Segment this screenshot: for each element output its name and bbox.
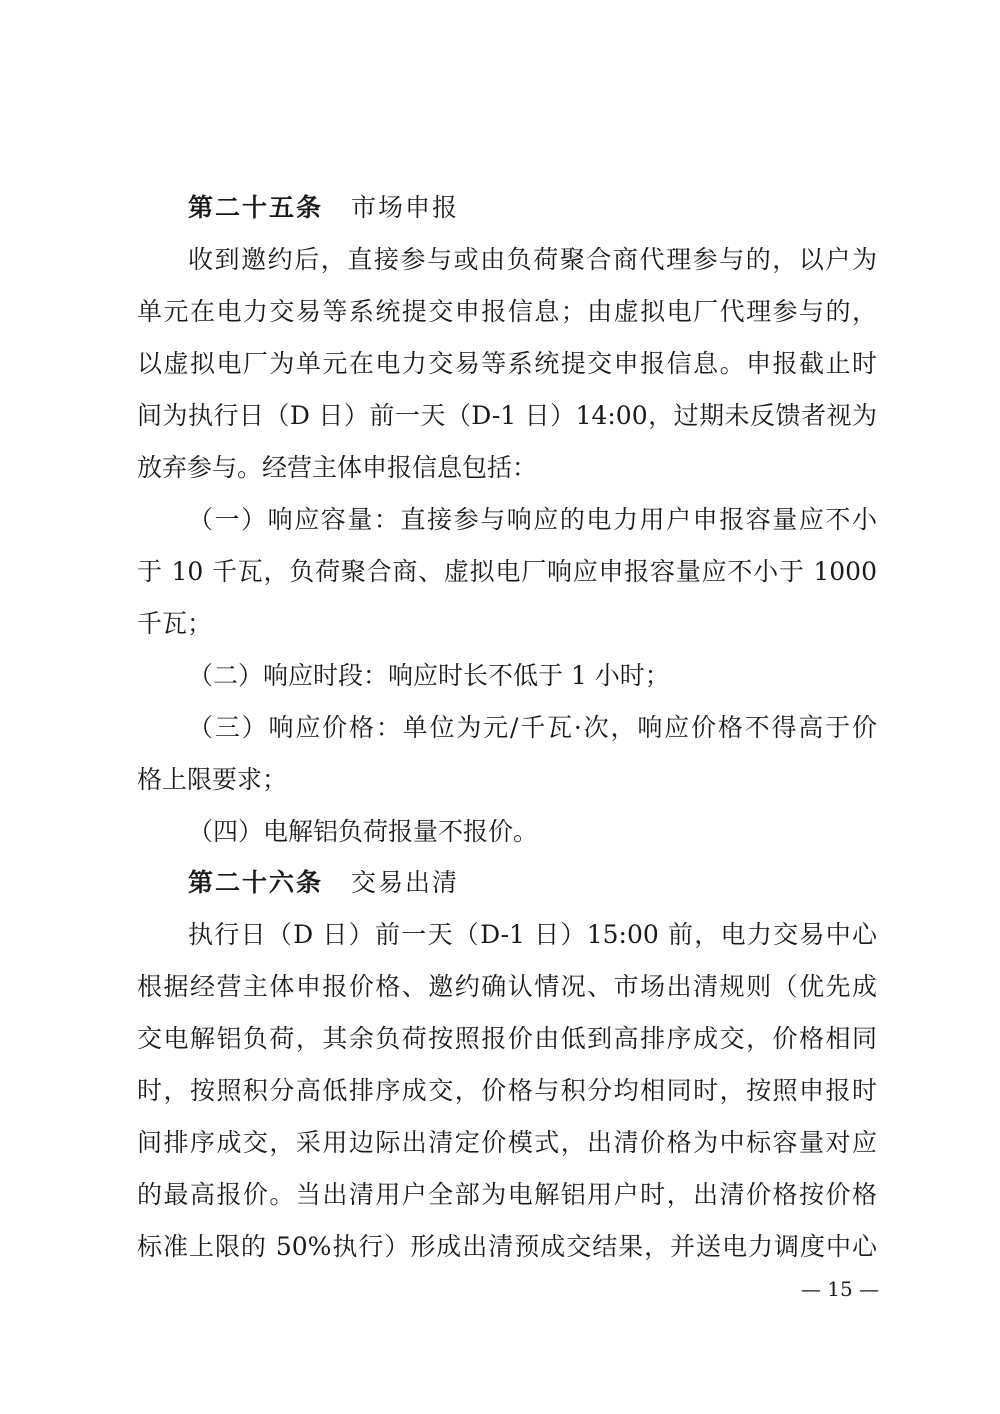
article-25-line-6: （一）响应容量：直接参与响应的电力用户申报容量应不小: [188, 505, 877, 534]
article-25-line-1: 收到邀约后，直接参与或由负荷聚合商代理参与的，以户为: [188, 245, 877, 274]
article-26-line-1: 执行日（D 日）前一天（D-1 日）15:00 前，电力交易中心: [188, 920, 877, 949]
article-25-line-8: 千瓦；: [137, 609, 213, 638]
article-26-title: 交易出清: [351, 868, 460, 897]
article-26-line-6: 的最高报价。当出清用户全部为电解铝用户时，出清价格按价格: [137, 1180, 877, 1209]
article-26-line-4: 时，按照积分高低排序成交，价格与积分均相同时，按照申报时: [137, 1076, 877, 1105]
article-26-line-7: 标准上限的 50%执行）形成出清预成交结果，并送电力调度中心: [137, 1232, 877, 1261]
article-26-heading: [188, 863, 877, 903]
article-25-line-2: 单元在电力交易等系统提交申报信息；由虚拟电厂代理参与的，: [137, 297, 877, 326]
article-25-line-12: （四）电解铝负荷报量不报价。: [188, 817, 539, 846]
article-26-line-2: 根据经营主体申报价格、邀约确认情况、市场出清规则（优先成: [137, 972, 877, 1001]
article-25-number: 第二十五条: [188, 193, 324, 222]
article-25-line-4: 间为执行日（D 日）前一天（D-1 日）14:00，过期未反馈者视为: [137, 401, 877, 430]
article-25-title: 市场申报: [351, 193, 460, 222]
article-26-line-5: 间排序成交，采用边际出清定价模式，出清价格为中标容量对应: [137, 1128, 877, 1157]
article-25-line-3: 以虚拟电厂为单元在电力交易等系统提交申报信息。申报截止时: [137, 349, 877, 378]
page-number: — 15 —: [800, 1277, 880, 1301]
article-25-line-9: （二）响应时段：响应时长不低于 1 小时；: [188, 661, 670, 690]
article-26-number: 第二十六条: [188, 868, 324, 897]
article-26-line-3: 交电解铝负荷，其余负荷按照报价由低到高排序成交，价格相同: [137, 1024, 877, 1053]
article-25-line-10: （三）响应价格：单位为元/千瓦·次，响应价格不得高于价: [188, 713, 877, 742]
article-25-line-11: 格上限要求；: [137, 765, 288, 794]
article-25-line-5: 放弃参与。经营主体申报信息包括：: [137, 453, 538, 482]
article-25-heading: [188, 188, 877, 228]
article-25-line-7: 于 10 千瓦，负荷聚合商、虚拟电厂响应申报容量应不小于 1000: [137, 557, 877, 586]
